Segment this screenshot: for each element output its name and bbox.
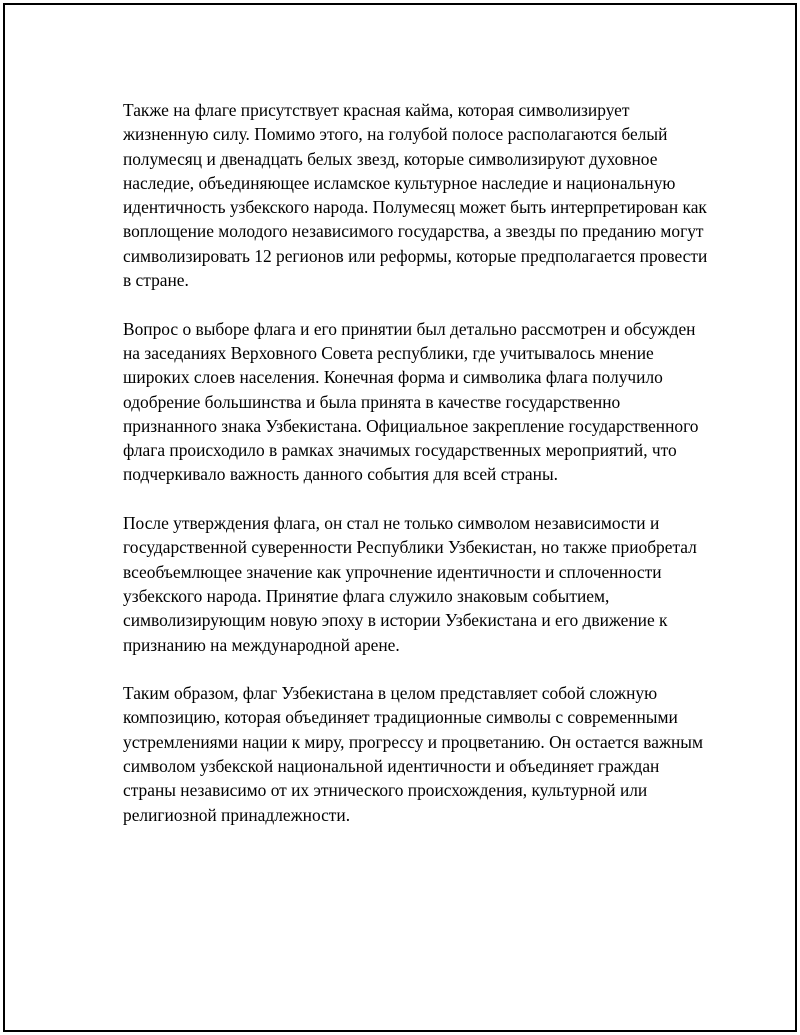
document-body: [123, 98, 713, 827]
page-border: [3, 3, 797, 1032]
paragraph-4: Таким образом, флаг Узбекистана в целом представляет собой сложную композицию, которая объединяет традиционные символы с современными устремлениями нации к миру, прогрессу и процветанию. Он остается важным символом узбекской национальной идентичности и объединяет граждан страны независимо от их этнического происхождения, культурной или религиозной принадлежности.: [123, 683, 703, 825]
paragraph-2: Вопрос о выборе флага и его принятии был детально рассмотрен и обсужден на заседаниях Верховного Совета республики, где учитывалось мнение широких слоев населения. Конечная форма и символика флага получило одобрение большинства и была принята в качестве государственно признанного знака Узбекистана. Официальное закрепление государственного флага происходило в рамках значимых государственных мероприятий, что подчеркивало важность данного события для всей страны.: [123, 318, 699, 485]
paragraph-1: Также на флаге присутствует красная кайма, которая символизирует жизненную силу. Помимо этого, на голубой полосе располагаются белый полумесяц и двенадцать белых звезд, которые символизируют духовное наследие, объединяющее исламское культурное наследие и национальную идентичность узбекского народа. Полумесяц может быть интерпретирован как воплощение молодого независимого государства, а звезды по преданию могут символизировать 12 регионов или реформы, которые предполагается провести в стране.: [123, 100, 708, 291]
paragraph-3: После утверждения флага, он стал не только символом независимости и государственной суверенности Республики Узбекистан, но также приобретал всеобъемлющее значение как упрочнение идентичности и сплоченности узбекского народа. Принятие флага служило знаковым событием, символизирующим новую эпоху в истории Узбекистана и его движение к признанию на международной арене.: [123, 513, 697, 655]
